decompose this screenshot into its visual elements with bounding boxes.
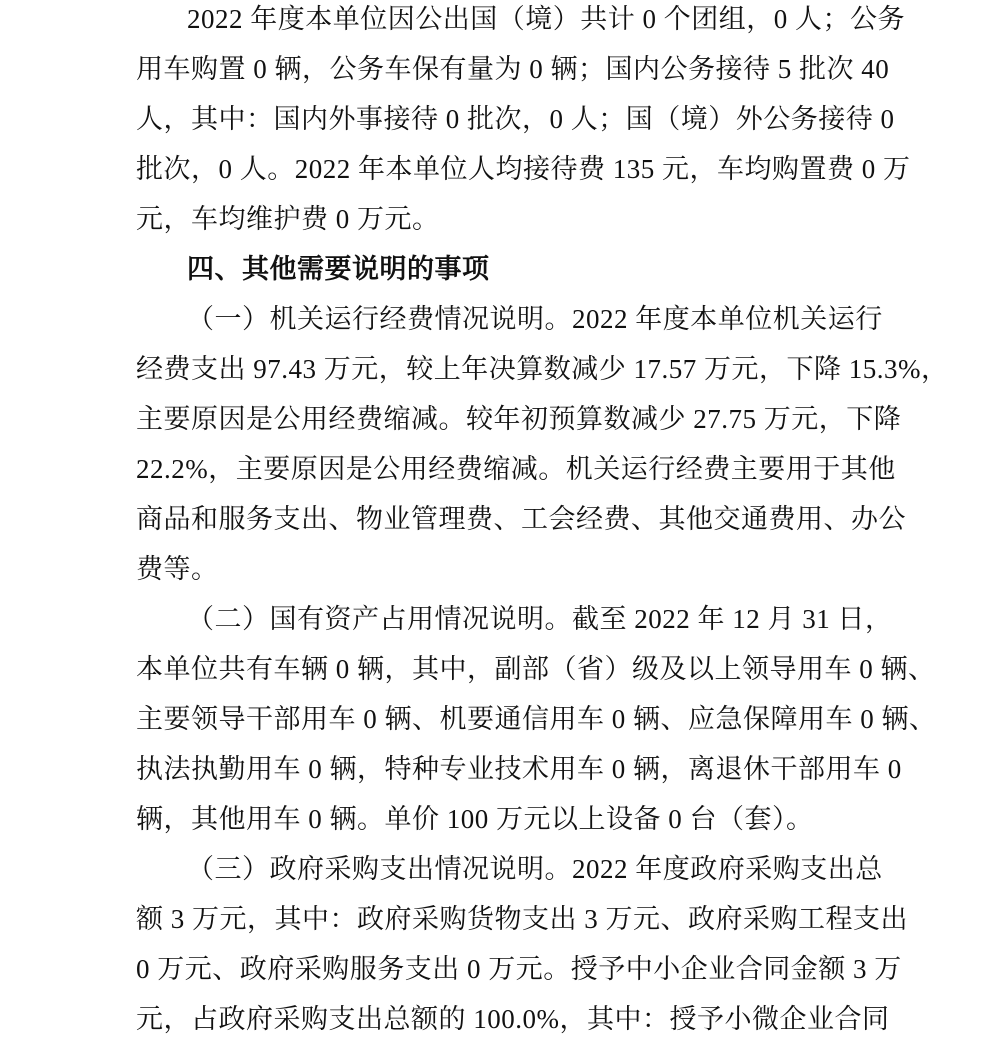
paragraph-line: 人，其中：国内外事接待 0 批次，0 人；国（境）外公务接待 0 [136, 104, 895, 134]
paragraph-line: 0 万元、政府采购服务支出 0 万元。授予中小企业合同金额 3 万 [136, 954, 902, 984]
paragraph-line: 费等。 [136, 554, 219, 584]
paragraph-line: 本单位共有车辆 0 辆，其中，副部（省）级及以上领导用车 0 辆、 [136, 654, 936, 684]
section-heading: 四、其他需要说明的事项 [187, 254, 490, 284]
paragraph-line: 主要原因是公用经费缩减。较年初预算数减少 27.75 万元，下降 [136, 404, 902, 434]
paragraph-line: 主要领导干部用车 0 辆、机要通信用车 0 辆、应急保障用车 0 辆、 [136, 704, 937, 734]
paragraph-line: 批次，0 人。2022 年本单位人均接待费 135 元，车均购置费 0 万 [136, 154, 911, 184]
paragraph-line: （三）政府采购支出情况说明。2022 年度政府采购支出总 [187, 854, 883, 884]
paragraph-line: 执法执勤用车 0 辆，特种专业技术用车 0 辆，离退休干部用车 0 [136, 754, 902, 784]
paragraph-line: 22.2%，主要原因是公用经费缩减。机关运行经费主要用于其他 [136, 454, 896, 484]
paragraph-line: 元，占政府采购支出总额的 100.0%，其中：授予小微企业合同 [136, 1004, 890, 1034]
paragraph-line: （一）机关运行经费情况说明。2022 年度本单位机关运行 [187, 304, 883, 334]
paragraph-line: （二）国有资产占用情况说明。截至 2022 年 12 月 31 日， [187, 604, 893, 634]
paragraph-line: 元，车均维护费 0 万元。 [136, 204, 440, 234]
paragraph-line: 用车购置 0 辆，公务车保有量为 0 辆；国内公务接待 5 批次 40 [136, 54, 890, 84]
paragraph-line: 辆，其他用车 0 辆。单价 100 万元以上设备 0 台（套）。 [136, 804, 814, 834]
paragraph-line: 经费支出 97.43 万元，较上年决算数减少 17.57 万元，下降 15.3%， [136, 354, 949, 384]
paragraph-line: 2022 年度本单位因公出国（境）共计 0 个团组，0 人；公务 [187, 4, 905, 34]
paragraph-line: 额 3 万元，其中：政府采购货物支出 3 万元、政府采购工程支出 [136, 904, 908, 934]
paragraph-line: 商品和服务支出、物业管理费、工会经费、其他交通费用、办公 [136, 504, 906, 534]
